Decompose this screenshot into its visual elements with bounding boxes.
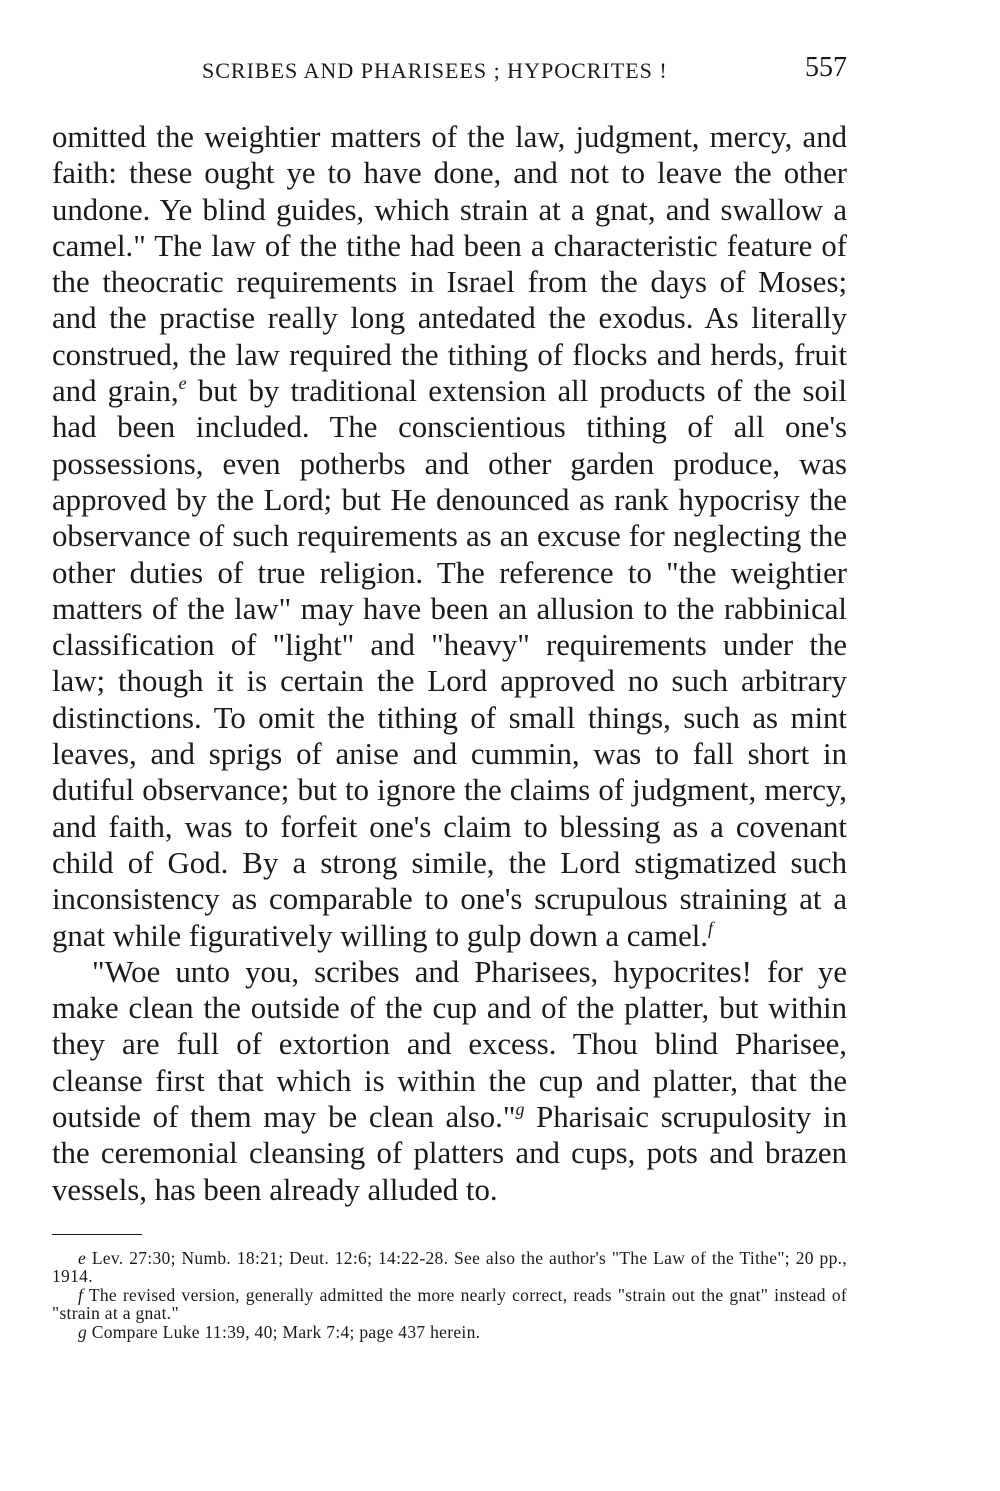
- footnote-e: [52, 1249, 847, 1286]
- footnote-ref-e: e: [178, 373, 187, 394]
- paragraph-2-text-a: "Woe unto you, scribes and Pharisees, hypocrites! for ye make clean the outside of the cup and of the platter, but within they are full of extortion and excess. Thou blind Pharisee, cleanse first that which is within the cup and platter, that the outside of them may be clean also.": [52, 954, 847, 1135]
- running-title: SCRIBES AND PHARISEES ; HYPOCRITES !: [202, 58, 668, 83]
- paragraph-1-text-b: but by traditional extension all products of the soil had been included. The conscientious tithing of all one's possessions, even potherbs and other garden produce, was approved by the Lord; but He denounced as rank hypocrisy the observance of such requirements as an excuse for neglecting the other duties of true religion. The reference to "the weightier matters of the law" may have been an allusion to the rabbinical classification of "light" and "heavy" requirements under the law; though it is certain the Lord approved no such arbitrary distinctions. To omit the tithing of small things, such as mint leaves, and sprigs of anise and cummin, was to fall short in dutiful observance; but to ignore the claims of judgment, mercy, and faith, was to forfeit one's claim to blessing as a covenant child of God. By a strong simile, the Lord stigmatized such inconsistency as comparable to one's scrupulous straining at a gnat while figuratively willing to gulp down a camel.: [52, 374, 847, 953]
- footnotes: [52, 1249, 847, 1342]
- page-number: 557: [805, 52, 847, 83]
- paragraph-2-text-b: Pharisaic scrupulosity in the ceremonial cleansing of platters and cups, pots and brazen vessels, has been already alluded to.: [52, 1100, 847, 1207]
- footnote-text-e: Lev. 27:30; Numb. 18:21; Deut. 12:6; 14:22-28. See also the author's "The Law of the Tithe"; 20 pp., 1914.: [52, 1247, 847, 1287]
- footnote-text-g: Compare Luke 11:39, 40; Mark 7:4; page 437 herein.: [87, 1321, 481, 1342]
- footnote-divider: [52, 1234, 142, 1235]
- footnote-mark-e: e: [78, 1247, 87, 1268]
- footnote-text-f: The revised version, generally admitted the more nearly correct, reads "strain out the gnat" instead of "strain at a gnat.": [52, 1284, 847, 1324]
- footnote-g: [52, 1323, 847, 1342]
- book-page: [52, 40, 847, 1341]
- footnote-mark-f: f: [78, 1284, 84, 1305]
- running-header: [52, 40, 847, 100]
- paragraph-1: [52, 119, 847, 954]
- footnote-f: [52, 1286, 847, 1323]
- footnote-mark-g: g: [78, 1321, 88, 1342]
- footnote-ref-g: g: [515, 1099, 525, 1120]
- paragraph-1-text-a: omitted the weightier matters of the law, judgment, mercy, and faith: these ought ye to have done, and not to leave the other undone. Ye blind guides, which strain at a gnat, and swallow a camel." The law of the tithe had been a characteristic feature of the theocratic requirements in Israel from the days of Moses; and the practise really long antedated the exodus. As literally construed, the law required the tithing of flocks and herds, fruit and grain,: [52, 120, 847, 409]
- footnote-ref-f: f: [708, 917, 714, 938]
- paragraph-2: [52, 954, 847, 1208]
- body-text: [52, 119, 847, 1208]
